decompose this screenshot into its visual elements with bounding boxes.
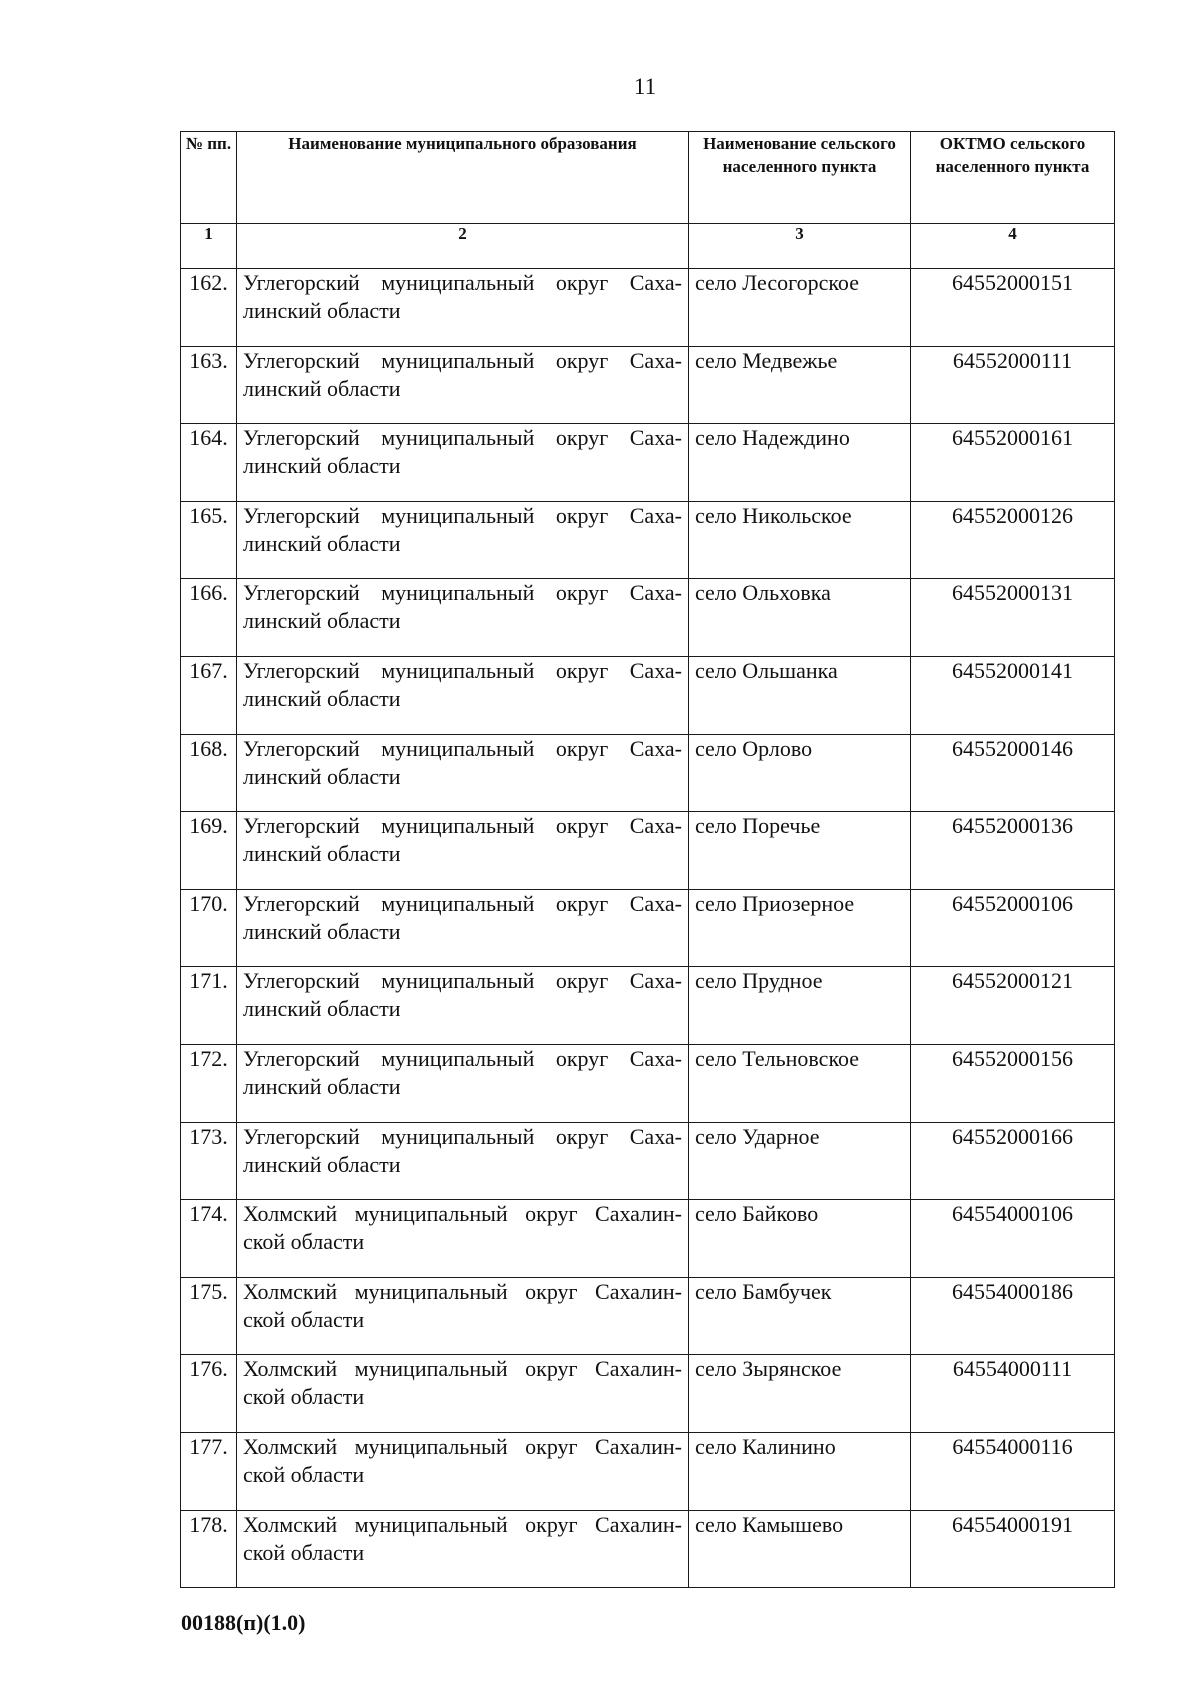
column-number: 4	[911, 224, 1115, 269]
row-number-cell: 166.	[181, 579, 237, 657]
municipality-cell: Холмский муниципальный округ Сахалин-ской области	[237, 1432, 689, 1510]
municipality-cell: Углегорский муниципальный округ Саха-линский области	[237, 656, 689, 734]
oktmo-cell: 64554000186	[911, 1277, 1115, 1355]
settlement-cell: село Ольшанка	[689, 656, 911, 734]
oktmo-cell: 64552000146	[911, 734, 1115, 812]
settlement-cell: село Надеждино	[689, 424, 911, 502]
municipality-cell: Холмский муниципальный округ Сахалин-ской области	[237, 1510, 689, 1588]
settlement-cell: село Камышево	[689, 1510, 911, 1588]
oktmo-cell: 64552000156	[911, 1044, 1115, 1122]
row-number-cell: 173.	[181, 1122, 237, 1200]
settlement-cell: село Калинино	[689, 1432, 911, 1510]
row-number-cell: 177.	[181, 1432, 237, 1510]
header-municipality: Наименование муниципального образования	[237, 132, 689, 224]
oktmo-cell: 64554000116	[911, 1432, 1115, 1510]
oktmo-cell: 64552000131	[911, 579, 1115, 657]
row-number-cell: 174.	[181, 1200, 237, 1278]
row-number-cell: 169.	[181, 812, 237, 890]
column-number: 3	[689, 224, 911, 269]
table-row	[181, 812, 1115, 890]
settlement-cell: село Бамбучек	[689, 1277, 911, 1355]
settlement-cell: село Поречье	[689, 812, 911, 890]
municipality-cell: Холмский муниципальный округ Сахалин-ской области	[237, 1200, 689, 1278]
row-number-cell: 167.	[181, 656, 237, 734]
settlement-cell: село Прудное	[689, 967, 911, 1045]
header-oktmo: ОКТМО сельского населенного пункта	[911, 132, 1115, 224]
oktmo-cell: 64552000106	[911, 889, 1115, 967]
column-number: 2	[237, 224, 689, 269]
table-row	[181, 1432, 1115, 1510]
header-settlement: Наименование сельского населенного пункта	[689, 132, 911, 224]
row-number-cell: 172.	[181, 1044, 237, 1122]
settlement-cell: село Ольховка	[689, 579, 911, 657]
table-row	[181, 967, 1115, 1045]
oktmo-cell: 64552000166	[911, 1122, 1115, 1200]
oktmo-cell: 64552000111	[911, 346, 1115, 424]
oktmo-cell: 64554000111	[911, 1355, 1115, 1433]
table-header-row	[181, 132, 1115, 224]
settlement-cell: село Зырянское	[689, 1355, 911, 1433]
document-code: 00188(п)(1.0)	[181, 1610, 306, 1635]
row-number-cell: 168.	[181, 734, 237, 812]
row-number-cell: 175.	[181, 1277, 237, 1355]
municipality-cell: Углегорский муниципальный округ Саха-линский области	[237, 1122, 689, 1200]
municipality-cell: Углегорский муниципальный округ Саха-линский области	[237, 346, 689, 424]
table-row	[181, 1200, 1115, 1278]
oktmo-cell: 64552000141	[911, 656, 1115, 734]
settlement-cell: село Тельновское	[689, 1044, 911, 1122]
settlement-cell: село Байково	[689, 1200, 911, 1278]
municipality-cell: Холмский муниципальный округ Сахалин-ской области	[237, 1277, 689, 1355]
municipality-cell: Углегорский муниципальный округ Саха-линский области	[237, 424, 689, 502]
page-number: 11	[633, 74, 657, 99]
municipality-cell: Углегорский муниципальный округ Саха-линский области	[237, 501, 689, 579]
oktmo-cell: 64552000161	[911, 424, 1115, 502]
municipality-cell: Углегорский муниципальный округ Саха-линский области	[237, 269, 689, 347]
row-number-cell: 162.	[181, 269, 237, 347]
table-row	[181, 1510, 1115, 1588]
table-row	[181, 1355, 1115, 1433]
table-row	[181, 579, 1115, 657]
table-row	[181, 346, 1115, 424]
table-row	[181, 889, 1115, 967]
settlement-cell: село Ударное	[689, 1122, 911, 1200]
settlements-table	[180, 131, 1115, 1588]
column-number: 1	[181, 224, 237, 269]
settlement-cell: село Лесогорское	[689, 269, 911, 347]
oktmo-cell: 64554000191	[911, 1510, 1115, 1588]
table-row	[181, 269, 1115, 347]
table-row	[181, 424, 1115, 502]
settlement-cell: село Медвежье	[689, 346, 911, 424]
municipality-cell: Углегорский муниципальный округ Саха-линский области	[237, 812, 689, 890]
oktmo-cell: 64552000126	[911, 501, 1115, 579]
row-number-cell: 170.	[181, 889, 237, 967]
header-number: № пп.	[181, 132, 237, 224]
oktmo-cell: 64552000136	[911, 812, 1115, 890]
municipality-cell: Углегорский муниципальный округ Саха-линский области	[237, 1044, 689, 1122]
settlement-cell: село Орлово	[689, 734, 911, 812]
table-row	[181, 501, 1115, 579]
municipality-cell: Холмский муниципальный округ Сахалин-ской области	[237, 1355, 689, 1433]
row-number-cell: 176.	[181, 1355, 237, 1433]
settlement-cell: село Никольское	[689, 501, 911, 579]
oktmo-cell: 64552000151	[911, 269, 1115, 347]
table-row	[181, 1122, 1115, 1200]
table-row	[181, 1044, 1115, 1122]
table-row	[181, 734, 1115, 812]
row-number-cell: 164.	[181, 424, 237, 502]
oktmo-cell: 64552000121	[911, 967, 1115, 1045]
municipality-cell: Углегорский муниципальный округ Саха-линский области	[237, 967, 689, 1045]
table-body	[181, 269, 1115, 1588]
settlement-cell: село Приозерное	[689, 889, 911, 967]
table-row	[181, 656, 1115, 734]
row-number-cell: 171.	[181, 967, 237, 1045]
municipality-cell: Углегорский муниципальный округ Саха-линский области	[237, 579, 689, 657]
oktmo-cell: 64554000106	[911, 1200, 1115, 1278]
row-number-cell: 178.	[181, 1510, 237, 1588]
municipality-cell: Углегорский муниципальный округ Саха-линский области	[237, 889, 689, 967]
row-number-cell: 165.	[181, 501, 237, 579]
row-number-cell: 163.	[181, 346, 237, 424]
column-number-row	[181, 224, 1115, 269]
municipality-cell: Углегорский муниципальный округ Саха-линский области	[237, 734, 689, 812]
table-row	[181, 1277, 1115, 1355]
